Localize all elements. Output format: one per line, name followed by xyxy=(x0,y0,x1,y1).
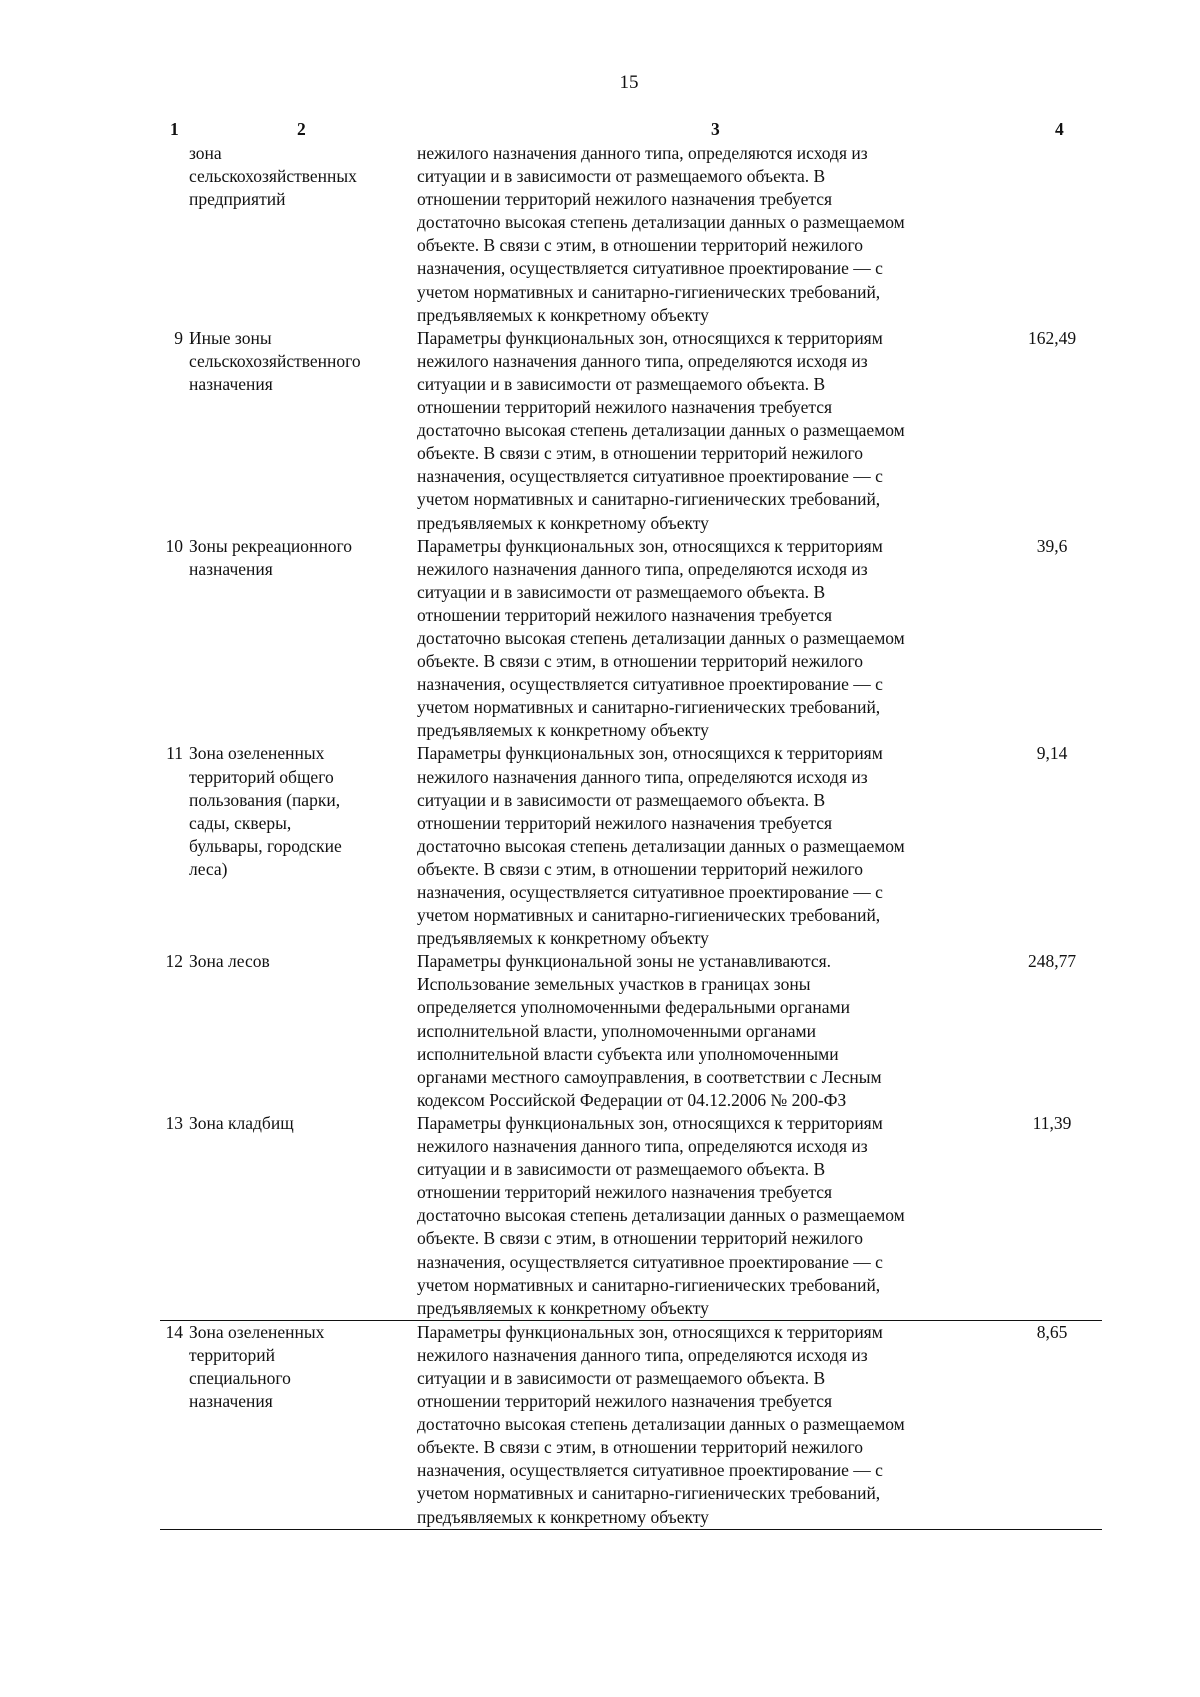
zone-parameters-line: Параметры функциональных зон, относящихся к территориям xyxy=(417,327,883,348)
zone-name-line: Зона лесов xyxy=(189,951,270,972)
zone-parameters-line: отношении территорий нежилого назначения требуется xyxy=(417,189,833,210)
zone-parameters-line: предъявляемых к конкретному объекту xyxy=(417,304,709,325)
zone-parameters-line: органами местного самоуправления, в соответствии с Лесным xyxy=(417,1066,882,1087)
row-number: 12 xyxy=(165,951,183,972)
zone-area-value: 9,14 xyxy=(1036,743,1068,764)
zone-area-value: 39,6 xyxy=(1036,535,1068,556)
zone-name-line: назначения xyxy=(189,1391,273,1412)
zone-name-line: специального xyxy=(189,1367,291,1388)
zone-parameters-line: Параметры функциональных зон, относящихся к территориям xyxy=(417,1321,883,1342)
zone-parameters-line: отношении территорий нежилого назначения требуется xyxy=(417,1182,833,1203)
row-number: 14 xyxy=(165,1321,183,1342)
header-col-1: 1 xyxy=(170,119,179,139)
zone-parameters-line: объекте. В связи с этим, в отношении территорий нежилого xyxy=(417,1437,864,1458)
zone-parameters-line: исполнительной власти, уполномоченными органами xyxy=(417,1020,816,1041)
zone-parameters-line: Параметры функциональных зон, относящихся к территориям xyxy=(417,743,883,764)
zone-parameters-line: Параметры функциональных зон, относящихся к территориям xyxy=(417,1112,883,1133)
zone-parameters-line: отношении территорий нежилого назначения требуется xyxy=(417,604,833,625)
zone-name-line: Зона кладбищ xyxy=(189,1112,294,1133)
zone-name-line: сельскохозяйственных xyxy=(189,166,357,187)
zone-parameters-line: ситуации и в зависимости от размещаемого объекта. В xyxy=(417,581,826,602)
zone-parameters-line: объекте. В связи с этим, в отношении территорий нежилого xyxy=(417,1228,864,1249)
row-number: 11 xyxy=(166,743,183,764)
zone-name xyxy=(189,327,417,396)
table-body xyxy=(160,142,1102,1530)
zone-parameters-line: нежилого назначения данного типа, определяются исходя из xyxy=(417,143,868,163)
zone-parameters xyxy=(417,535,1002,743)
table-row xyxy=(160,535,1102,743)
zone-name-line: Иные зоны xyxy=(189,327,272,348)
zone-parameters-line: отношении территорий нежилого назначения требуется xyxy=(417,397,833,418)
zone-name-line: сельскохозяйственного xyxy=(189,350,361,371)
zone-parameters xyxy=(417,142,1002,327)
zone-parameters-line: учетом нормативных и санитарно-гигиенических требований, xyxy=(417,281,881,302)
zone-parameters-line: назначения, осуществляется ситуативное проектирование — с xyxy=(417,1460,883,1481)
zone-parameters-line: достаточно высокая степень детализации данных о размещаемом xyxy=(417,627,905,648)
zone-name xyxy=(189,742,417,881)
zone-name-line: Зона озелененных xyxy=(189,1321,325,1342)
zone-parameters-line: отношении территорий нежилого назначения требуется xyxy=(417,1391,833,1412)
zone-parameters-line: предъявляемых к конкретному объекту xyxy=(417,928,709,949)
zone-parameters-line: нежилого назначения данного типа, определяются исходя из xyxy=(417,766,868,787)
zone-parameters-line: предъявляемых к конкретному объекту xyxy=(417,1297,709,1318)
zone-parameters-line: учетом нормативных и санитарно-гигиенических требований, xyxy=(417,1483,881,1504)
zone-parameters xyxy=(417,327,1002,535)
zone-name-line: территорий общего xyxy=(189,766,334,787)
zone-parameters xyxy=(417,1321,1002,1529)
row-number: 10 xyxy=(165,535,183,556)
zone-name-line: Зоны рекреационного xyxy=(189,535,352,556)
zone-parameters-line: нежилого назначения данного типа, определяются исходя из xyxy=(417,558,868,579)
zone-parameters-line: Параметры функциональной зоны не устанавливаются. xyxy=(417,951,832,972)
zone-parameters-line: достаточно высокая степень детализации данных о размещаемом xyxy=(417,1414,905,1435)
zone-parameters-line: предъявляемых к конкретному объекту xyxy=(417,1506,709,1527)
zone-parameters xyxy=(417,742,1002,950)
table-row xyxy=(160,1112,1102,1320)
zone-parameters-line: ситуации и в зависимости от размещаемого объекта. В xyxy=(417,789,826,810)
zone-parameters-line: объекте. В связи с этим, в отношении территорий нежилого xyxy=(417,443,864,464)
zone-name xyxy=(189,1321,417,1413)
zone-parameters-line: достаточно высокая степень детализации данных о размещаемом xyxy=(417,1205,905,1226)
zone-name-line: пользования (парки, xyxy=(189,789,341,810)
zones-table xyxy=(160,118,1102,1530)
zone-parameters-line: назначения, осуществляется ситуативное проектирование — с xyxy=(417,258,883,279)
zone-parameters-line: ситуации и в зависимости от размещаемого объекта. В xyxy=(417,1367,826,1388)
zone-parameters-line: предъявляемых к конкретному объекту xyxy=(417,720,709,741)
zone-parameters-line: объекте. В связи с этим, в отношении территорий нежилого xyxy=(417,235,864,256)
zone-name xyxy=(189,950,417,973)
zone-parameters-line: ситуации и в зависимости от размещаемого объекта. В xyxy=(417,373,826,394)
zone-parameters-line: предъявляемых к конкретному объекту xyxy=(417,512,709,533)
zone-parameters-line: Параметры функциональных зон, относящихся к территориям xyxy=(417,535,883,556)
zone-parameters-line: ситуации и в зависимости от размещаемого объекта. В xyxy=(417,166,826,187)
header-col-2: 2 xyxy=(297,119,306,139)
table-row xyxy=(160,742,1102,950)
table-row xyxy=(160,327,1102,535)
row-number: 13 xyxy=(165,1112,183,1133)
zone-area-value: 11,39 xyxy=(1032,1112,1072,1133)
table-row xyxy=(160,950,1102,1112)
page-number: 15 xyxy=(619,72,639,93)
zone-parameters-line: достаточно высокая степень детализации данных о размещаемом xyxy=(417,835,905,856)
header-col-4: 4 xyxy=(1055,119,1064,139)
zone-parameters-line: назначения, осуществляется ситуативное проектирование — с xyxy=(417,882,883,902)
zone-name-line: зона xyxy=(189,143,222,163)
header-col-3: 3 xyxy=(711,119,720,139)
zone-parameters-line: исполнительной власти субъекта или уполномоченными xyxy=(417,1043,839,1064)
zone-parameters-line: ситуации и в зависимости от размещаемого объекта. В xyxy=(417,1159,826,1180)
zone-parameters-line: достаточно высокая степень детализации данных о размещаемом xyxy=(417,212,905,233)
zone-parameters-line: учетом нормативных и санитарно-гигиенических требований, xyxy=(417,697,881,718)
zone-parameters-line: достаточно высокая степень детализации данных о размещаемом xyxy=(417,420,905,441)
zone-area-value: 8,65 xyxy=(1036,1321,1068,1342)
row-number: 9 xyxy=(174,327,183,348)
zone-parameters-line: назначения, осуществляется ситуативное проектирование — с xyxy=(417,1251,883,1272)
zone-parameters-line: нежилого назначения данного типа, определяются исходя из xyxy=(417,1136,868,1157)
zone-name-line: предприятий xyxy=(189,189,286,210)
zone-name-line: назначения xyxy=(189,373,273,394)
zone-parameters-line: отношении территорий нежилого назначения требуется xyxy=(417,812,833,833)
zone-name-line: территорий xyxy=(189,1344,275,1365)
zone-area-value: 248,77 xyxy=(1027,951,1077,972)
zone-name xyxy=(189,142,417,211)
zone-parameters-line: определяется уполномоченными федеральными органами xyxy=(417,997,850,1018)
zone-name-line: леса) xyxy=(189,858,228,879)
zone-name-line: сады, скверы, xyxy=(189,812,292,833)
zone-parameters-line: назначения, осуществляется ситуативное проектирование — с xyxy=(417,674,883,695)
table-row xyxy=(160,142,1102,327)
zone-area-value: 162,49 xyxy=(1027,327,1077,348)
table-row xyxy=(160,1320,1102,1530)
zone-parameters xyxy=(417,1112,1002,1320)
zone-parameters-line: кодексом Российской Федерации от 04.12.2006 № 200-ФЗ xyxy=(417,1089,847,1110)
zone-parameters-line: нежилого назначения данного типа, определяются исходя из xyxy=(417,350,868,371)
zone-name-line: бульвары, городские xyxy=(189,835,342,856)
zone-parameters-line: объекте. В связи с этим, в отношении территорий нежилого xyxy=(417,651,864,672)
zone-parameters-line: учетом нормативных и санитарно-гигиенических требований, xyxy=(417,1274,881,1295)
zone-parameters-line: учетом нормативных и санитарно-гигиенических требований, xyxy=(417,905,881,926)
table-header xyxy=(160,118,1102,142)
zone-name-line: назначения xyxy=(189,558,273,579)
zone-parameters-line: Использование земельных участков в границах зоны xyxy=(417,974,811,995)
zone-name xyxy=(189,1112,417,1135)
zone-parameters-line: нежилого назначения данного типа, определяются исходя из xyxy=(417,1344,868,1365)
zone-parameters-line: назначения, осуществляется ситуативное проектирование — с xyxy=(417,466,883,487)
zone-parameters-line: учетом нормативных и санитарно-гигиенических требований, xyxy=(417,489,881,510)
zone-name xyxy=(189,535,417,581)
zone-parameters-line: объекте. В связи с этим, в отношении территорий нежилого xyxy=(417,858,864,879)
zone-parameters xyxy=(417,950,1002,1112)
zone-name-line: Зона озелененных xyxy=(189,743,325,764)
